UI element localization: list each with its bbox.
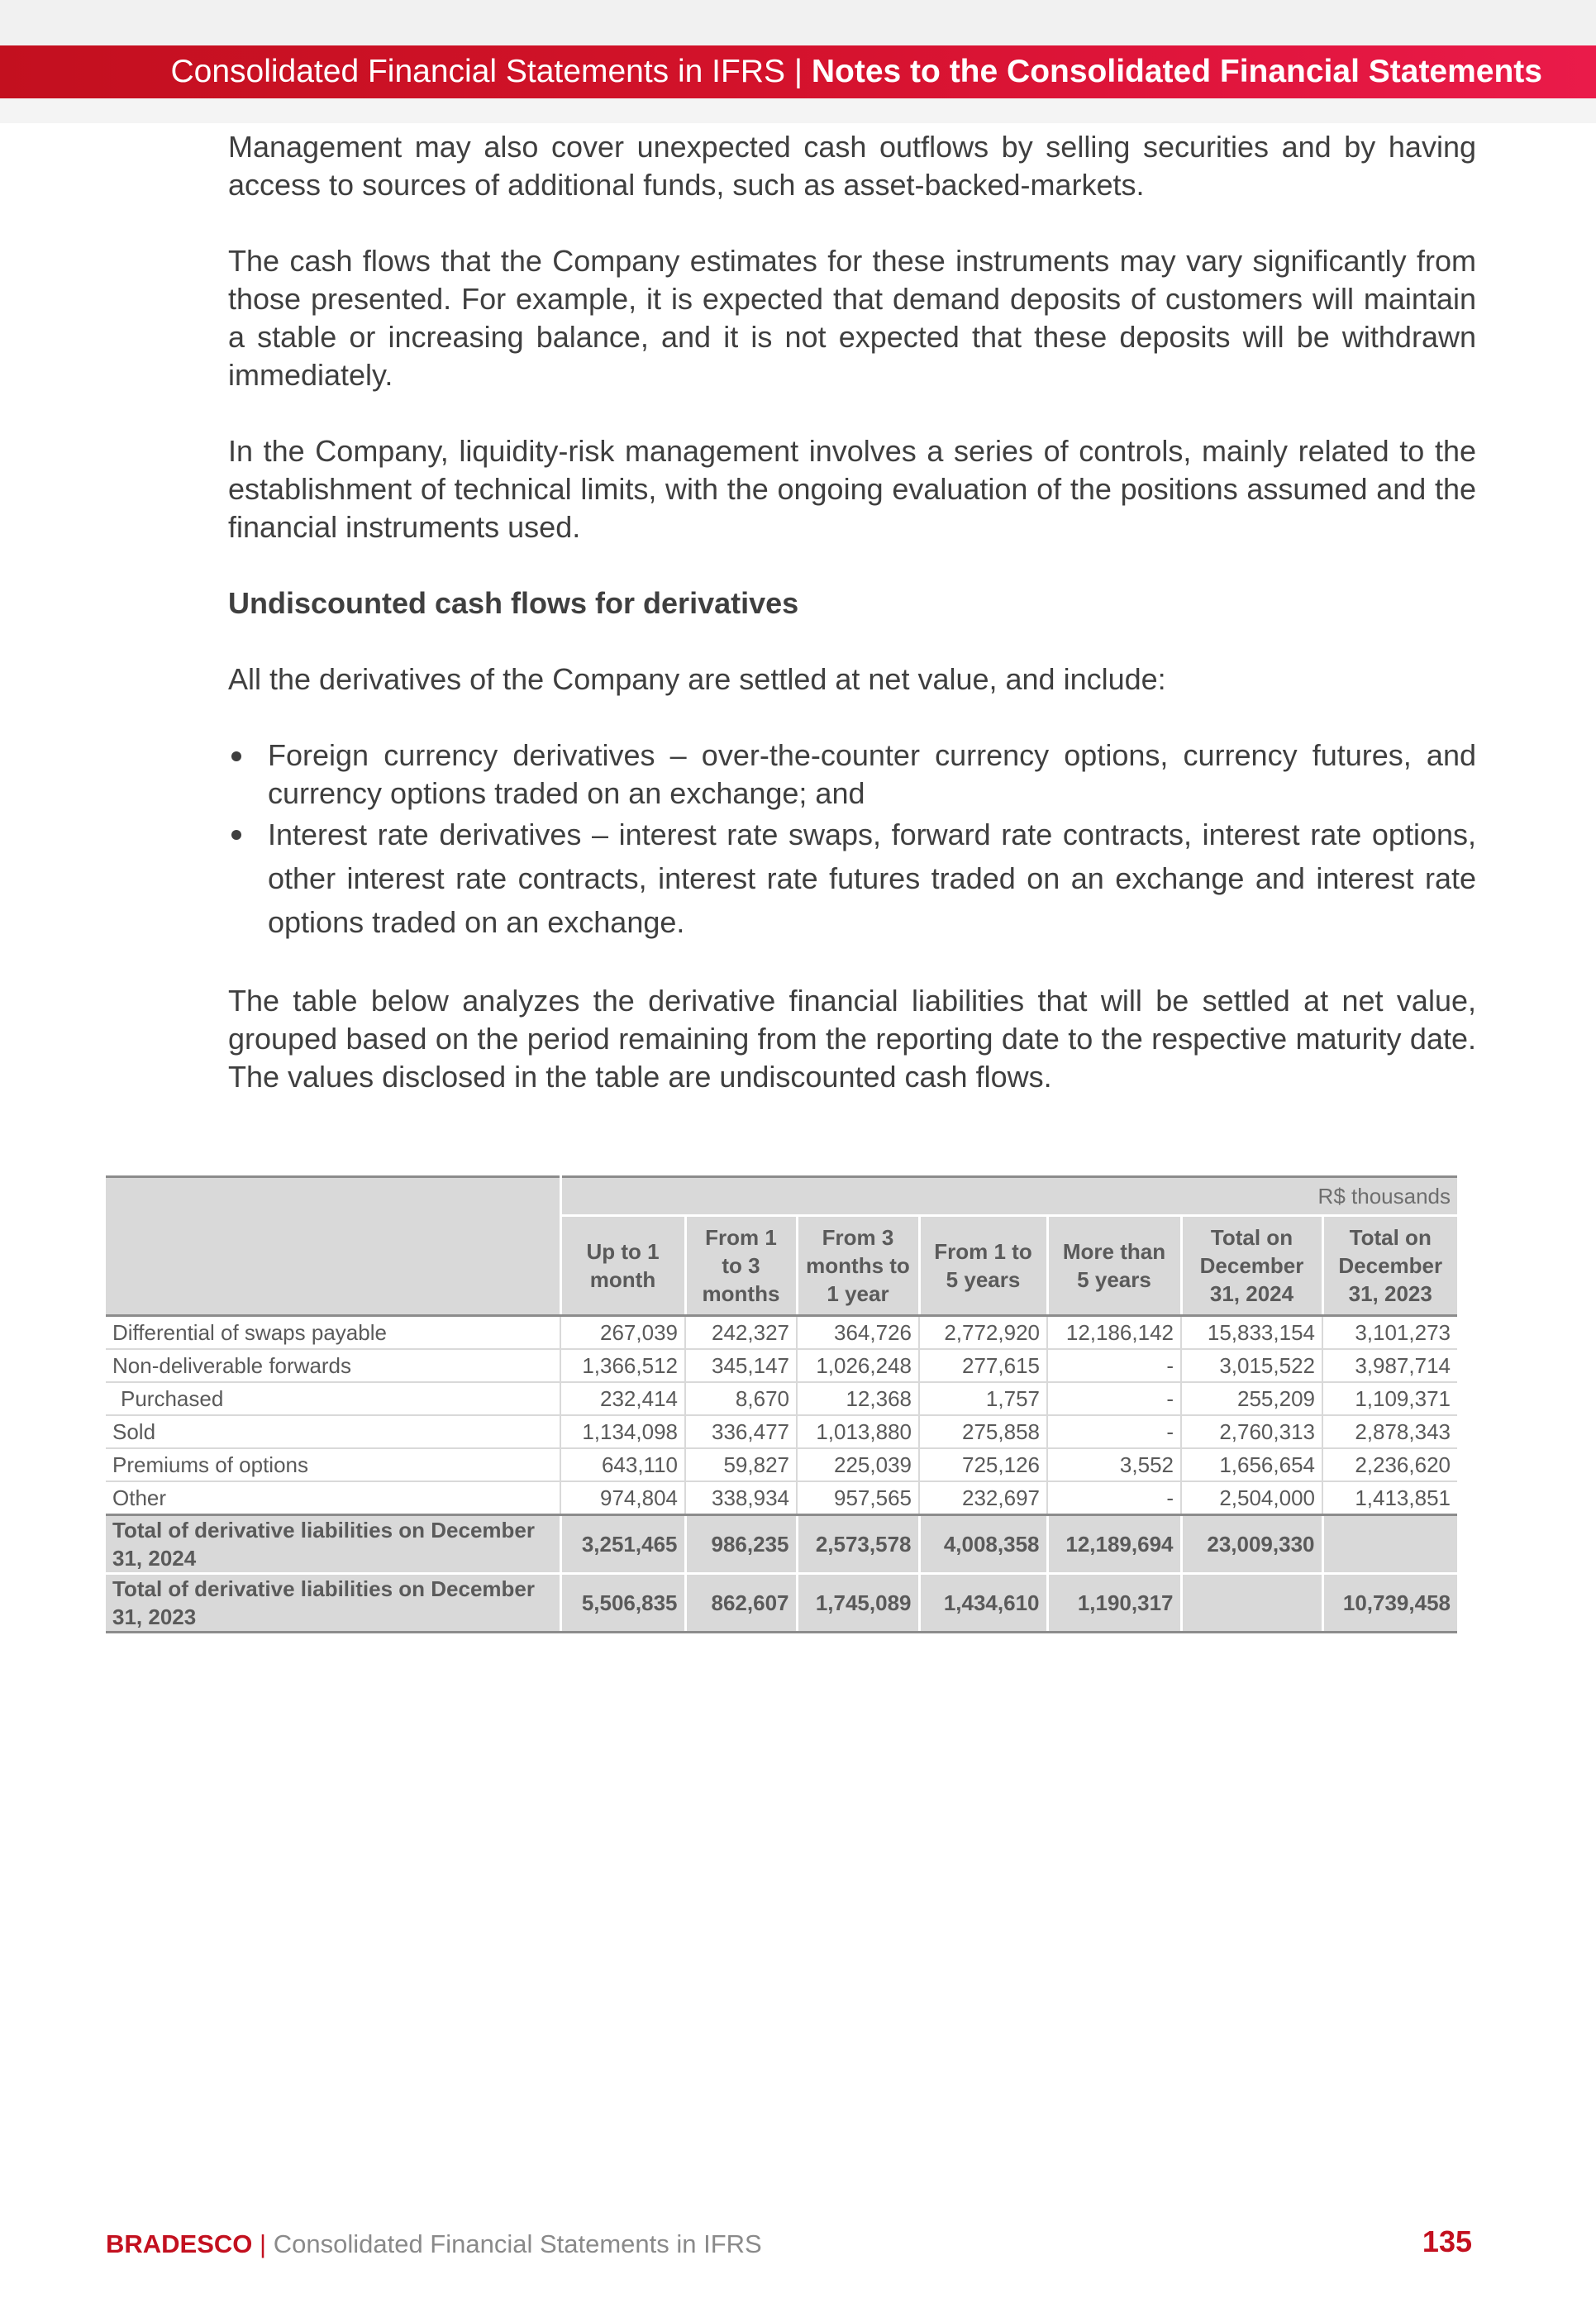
section-heading: Undiscounted cash flows for derivatives bbox=[228, 586, 799, 620]
list-item: Interest rate derivatives – interest rate swaps, forward rate contracts, interest rate options, other interest rate contracts, interest rate futures traded on an exchange and interest rate options traded on an exchange. bbox=[228, 813, 1476, 944]
table-cell: 2,878,343 bbox=[1322, 1415, 1457, 1448]
row-label: Premiums of options bbox=[106, 1448, 560, 1481]
row-label: Differential of swaps payable bbox=[106, 1316, 560, 1350]
column-header: From 3 months to 1 year bbox=[797, 1216, 919, 1316]
derivative-types-list bbox=[228, 737, 1476, 944]
total-cell: 1,745,089 bbox=[797, 1574, 919, 1633]
table-cell: - bbox=[1047, 1415, 1181, 1448]
table-cell: 2,236,620 bbox=[1322, 1448, 1457, 1481]
table-row bbox=[106, 1316, 1457, 1350]
table-cell: 12,368 bbox=[797, 1382, 919, 1415]
table-row bbox=[106, 1382, 1457, 1415]
table-cell: 267,039 bbox=[560, 1316, 685, 1350]
footer-text: Consolidated Financial Statements in IFRS bbox=[273, 2229, 762, 2258]
table-cell: 725,126 bbox=[919, 1448, 1047, 1481]
paragraph-liquidity-risk: In the Company, liquidity-risk management involves a series of controls, mainly related to the establishment of technical limits, with the ongoing evaluation of the positions assumed and the financial instruments used. bbox=[228, 434, 1476, 544]
table-cell: 345,147 bbox=[685, 1349, 797, 1382]
table-cell: 3,015,522 bbox=[1181, 1349, 1322, 1382]
table-row bbox=[106, 1448, 1457, 1481]
derivatives-table-container bbox=[106, 1175, 1457, 1633]
total-cell: 1,190,317 bbox=[1047, 1574, 1181, 1633]
column-header: Up to 1 month bbox=[560, 1216, 685, 1316]
table-cell: 242,327 bbox=[685, 1316, 797, 1350]
table-cell: 8,670 bbox=[685, 1382, 797, 1415]
header-separator: | bbox=[793, 54, 803, 89]
total-cell: 12,189,694 bbox=[1047, 1515, 1181, 1574]
table-cell: 1,013,880 bbox=[797, 1415, 919, 1448]
table-cell: 364,726 bbox=[797, 1316, 919, 1350]
table-cell: 1,026,248 bbox=[797, 1349, 919, 1382]
table-cell: 1,413,851 bbox=[1322, 1481, 1457, 1515]
row-label: Other bbox=[106, 1481, 560, 1515]
table-cell: 338,934 bbox=[685, 1481, 797, 1515]
table-cell: 277,615 bbox=[919, 1349, 1047, 1382]
row-label: Sold bbox=[106, 1415, 560, 1448]
table-cell: 2,772,920 bbox=[919, 1316, 1047, 1350]
total-cell: 862,607 bbox=[685, 1574, 797, 1633]
page-header bbox=[0, 45, 1596, 98]
table-cell: 1,109,371 bbox=[1322, 1382, 1457, 1415]
total-row bbox=[106, 1574, 1457, 1633]
paragraph-derivatives-intro: All the derivatives of the Company are settled at net value, and include: bbox=[228, 662, 1166, 696]
column-header: From 1 to 5 years bbox=[919, 1216, 1047, 1316]
column-header: More than 5 years bbox=[1047, 1216, 1181, 1316]
table-cell: - bbox=[1047, 1481, 1181, 1515]
total-cell bbox=[1181, 1574, 1322, 1633]
total-cell: 4,008,358 bbox=[919, 1515, 1047, 1574]
total-cell: 3,251,465 bbox=[560, 1515, 685, 1574]
table-cell: 12,186,142 bbox=[1047, 1316, 1181, 1350]
table-cell: 2,504,000 bbox=[1181, 1481, 1322, 1515]
table-cell: - bbox=[1047, 1349, 1181, 1382]
total-row-label: Total of derivative liabilities on December 31, 2023 bbox=[106, 1574, 560, 1633]
table-row bbox=[106, 1481, 1457, 1515]
table-cell: 275,858 bbox=[919, 1415, 1047, 1448]
table-cell: 15,833,154 bbox=[1181, 1316, 1322, 1350]
total-row bbox=[106, 1515, 1457, 1574]
total-cell: 986,235 bbox=[685, 1515, 797, 1574]
column-header: Total on December 31, 2023 bbox=[1322, 1216, 1457, 1316]
total-cell: 23,009,330 bbox=[1181, 1515, 1322, 1574]
table-row bbox=[106, 1349, 1457, 1382]
table-cell: - bbox=[1047, 1382, 1181, 1415]
column-header: Total on December 31, 2024 bbox=[1181, 1216, 1322, 1316]
table-cell: 225,039 bbox=[797, 1448, 919, 1481]
footer-separator: | bbox=[260, 2229, 267, 2258]
footer-brand: BRADESCO bbox=[106, 2229, 253, 2258]
header-title: Notes to the Consolidated Financial Statements bbox=[811, 54, 1542, 89]
table-cell: 1,757 bbox=[919, 1382, 1047, 1415]
table-cell: 3,101,273 bbox=[1322, 1316, 1457, 1350]
table-row bbox=[106, 1415, 1457, 1448]
table-cell: 974,804 bbox=[560, 1481, 685, 1515]
paragraph-cash-flow-estimates: The cash flows that the Company estimates for these instruments may vary significantly from those presented. For example, it is expected that demand deposits of customers will maintain a stable or increasing balance, and it is not expected that these deposits will be withdrawn immediately. bbox=[228, 244, 1476, 392]
total-row-label: Total of derivative liabilities on December 31, 2024 bbox=[106, 1515, 560, 1574]
table-cell: 59,827 bbox=[685, 1448, 797, 1481]
table-cell: 3,552 bbox=[1047, 1448, 1181, 1481]
total-cell: 5,506,835 bbox=[560, 1574, 685, 1633]
paragraph-table-intro: The table below analyzes the derivative financial liabilities that will be settled at net value, grouped based on the period remaining from the reporting date to the respective maturity date. The values disclosed in the table are undiscounted cash flows. bbox=[228, 984, 1476, 1094]
body-content bbox=[228, 128, 1476, 1134]
row-label: Purchased bbox=[106, 1382, 560, 1415]
page-number: 135 bbox=[1422, 2224, 1472, 2258]
units-label: R$ thousands bbox=[560, 1177, 1457, 1216]
table-cell: 643,110 bbox=[560, 1448, 685, 1481]
table-cell: 2,760,313 bbox=[1181, 1415, 1322, 1448]
table-cell: 255,209 bbox=[1181, 1382, 1322, 1415]
header-shadow-strip bbox=[0, 98, 1596, 123]
total-cell: 2,573,578 bbox=[797, 1515, 919, 1574]
bullet-icon bbox=[231, 830, 241, 840]
top-margin bbox=[0, 0, 1596, 45]
table-cell: 336,477 bbox=[685, 1415, 797, 1448]
table-cell: 1,134,098 bbox=[560, 1415, 685, 1448]
row-label: Non-deliverable forwards bbox=[106, 1349, 560, 1382]
derivatives-table bbox=[106, 1175, 1457, 1633]
table-cell: 1,366,512 bbox=[560, 1349, 685, 1382]
table-cell: 232,697 bbox=[919, 1481, 1047, 1515]
header-prefix: Consolidated Financial Statements in IFRS bbox=[170, 54, 786, 89]
table-cell: 1,656,654 bbox=[1181, 1448, 1322, 1481]
column-header: From 1 to 3 months bbox=[685, 1216, 797, 1316]
paragraph-cash-outflows: Management may also cover unexpected cash outflows by selling securities and by having access to sources of additional funds, such as asset-backed-markets. bbox=[228, 130, 1476, 202]
table-cell: 957,565 bbox=[797, 1481, 919, 1515]
table-cell: 232,414 bbox=[560, 1382, 685, 1415]
header-text bbox=[170, 54, 1542, 90]
table-corner-cell bbox=[106, 1177, 560, 1316]
table-cell: 3,987,714 bbox=[1322, 1349, 1457, 1382]
list-item: Foreign currency derivatives – over-the-counter currency options, currency futures, and currency options traded on an exchange; and bbox=[228, 737, 1476, 813]
bullet-icon bbox=[231, 751, 241, 761]
total-cell: 1,434,610 bbox=[919, 1574, 1047, 1633]
total-cell bbox=[1322, 1515, 1457, 1574]
total-cell: 10,739,458 bbox=[1322, 1574, 1457, 1633]
page-footer bbox=[106, 2229, 762, 2259]
